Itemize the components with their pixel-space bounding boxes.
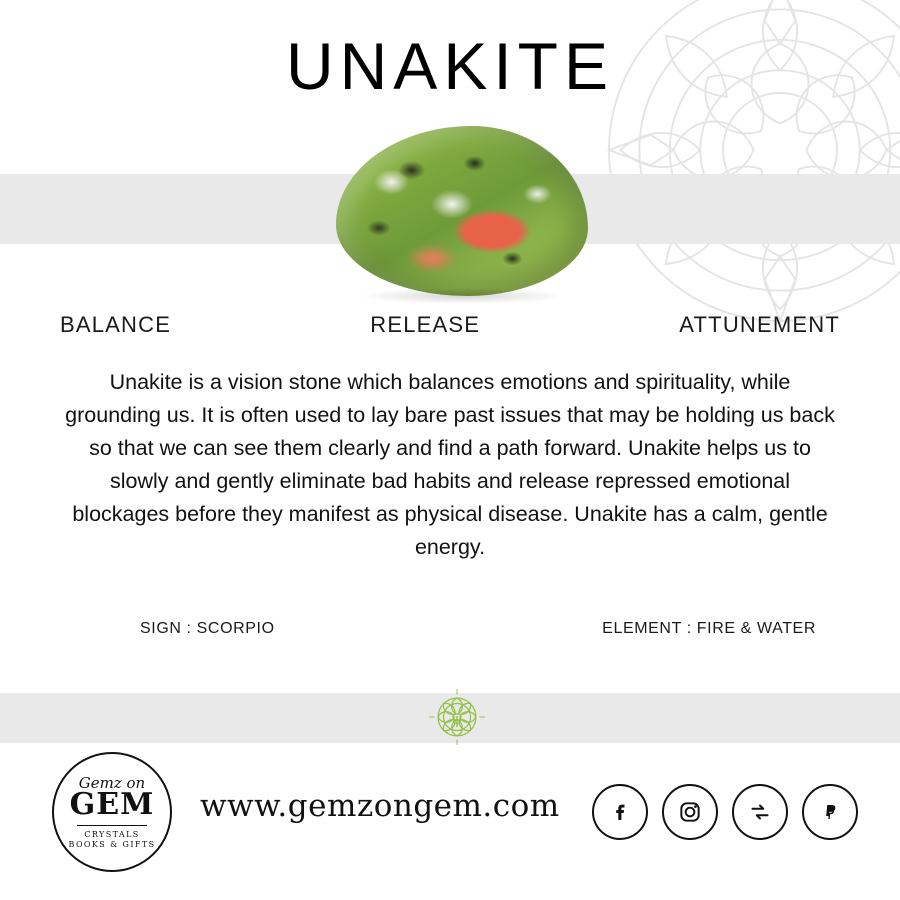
keyword-attunement: ATTUNEMENT [679,312,840,337]
website-url[interactable]: www.gemzongem.com [200,788,560,824]
share-icon[interactable] [732,784,788,840]
logo-subtitle-2: BOOKS & GIFTS [68,840,156,849]
facebook-icon[interactable] [592,784,648,840]
element: ELEMENT : FIRE & WATER [602,620,816,637]
stone-shape [336,126,588,296]
logo-main-word: GEM [69,787,155,822]
stone-shadow [358,288,568,304]
logo-subtitle-1: CRYSTALS [84,830,140,839]
unakite-stone-image [336,126,588,296]
instagram-glyph [677,799,703,825]
attribute-row [140,620,816,638]
social-links [592,784,858,840]
instagram-icon[interactable] [662,784,718,840]
keyword-balance: BALANCE [60,312,172,337]
paypal-icon[interactable] [802,784,858,840]
facebook-glyph [608,800,632,824]
logo-script-word: Gemz on [78,774,146,792]
page-title: UNAKITE [285,29,615,103]
paypal-glyph [818,800,842,824]
keyword-release: RELEASE [370,312,481,337]
share-glyph [747,799,773,825]
svg-text:ψ: ψ [451,710,463,729]
brand-logo [48,748,176,876]
heart-chakra-icon [412,672,502,762]
logo-divider [77,825,147,826]
description-text: Unakite is a vision stone which balances emotions and spirituality, while grounding us. It is often used to lay bare past issues that may be holding us back so that we can see them clearly and find a path forward. Unakite helps us to slowly and gently eliminate bad habits and release repressed emotional blockages before they manifest as physical disease. Unakite has a calm, gentle energy. [65,370,835,559]
zodiac-sign: SIGN : SCORPIO [140,620,275,637]
keyword-row [60,312,840,338]
